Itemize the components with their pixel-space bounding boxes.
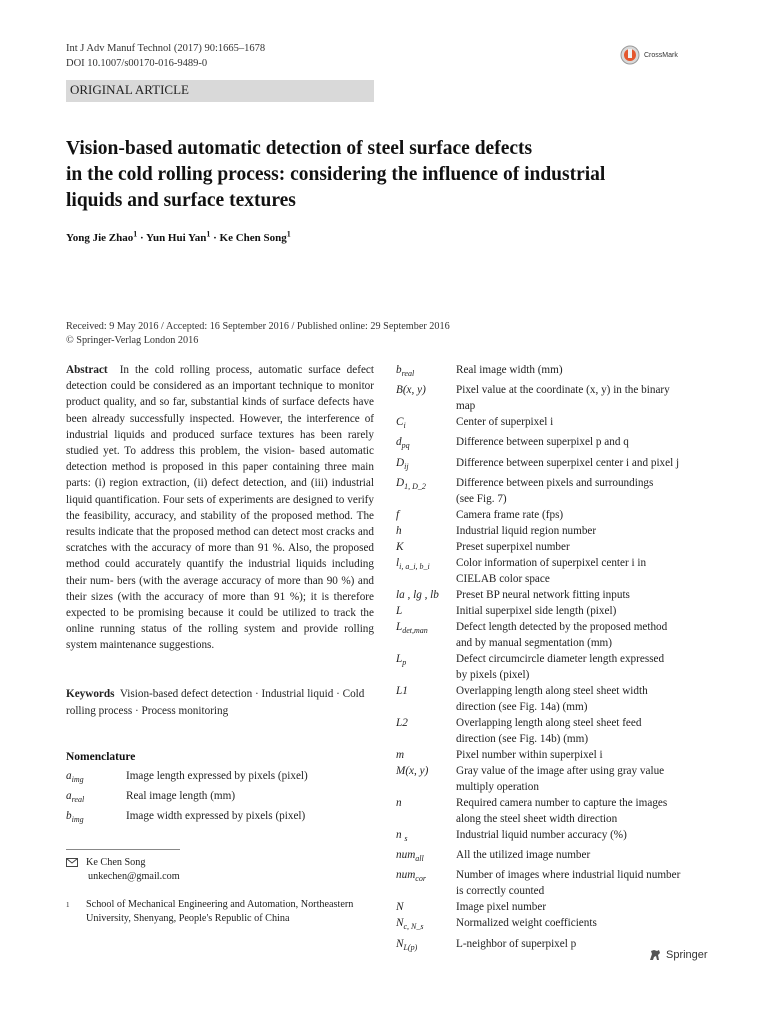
corresponding-author [66, 856, 180, 884]
crossmark-label: CrossMark [644, 51, 678, 59]
contact-name: Ke Chen Song [86, 857, 146, 868]
nomenclature-desc: Preset superpixel number [456, 540, 570, 553]
abstract-line: accurately quantify the industrial liquids including their num- [66, 558, 374, 587]
nomenclature-symbol: $L_{det,man}$ [396, 620, 428, 636]
abstract-line: detection, and (iii) industrial liquid quantification. Four sets of [66, 477, 374, 506]
nomenclature-desc: Real image width (mm) [456, 364, 563, 376]
nomenclature-symbol: m [396, 748, 405, 761]
nomenclature-symbol: B(x, y) [396, 384, 426, 397]
abstract-body [66, 364, 374, 651]
abstract-line: proposed method can detect most cracks and scratches with the [66, 526, 374, 555]
author-affiliation-mark: 1 [206, 229, 211, 239]
nomenclature-desc: Initial superpixel side length (pixel) [456, 604, 617, 617]
publisher-logo [648, 948, 708, 962]
nomenclature-symbol: $a_{real}$ [66, 790, 85, 805]
nomenclature-row [396, 915, 718, 935]
abstract-line: expected to be promising because it could be utilized to track [66, 607, 356, 620]
nomenclature-row [396, 414, 718, 434]
author-separator: · [210, 232, 220, 244]
nomenclature-row [396, 619, 718, 651]
publisher-name: Springer [666, 949, 708, 961]
journal-header [66, 41, 265, 71]
keyword: Process monitoring [141, 704, 229, 717]
nomenclature-row [396, 555, 718, 587]
nomenclature-row [396, 683, 718, 715]
nomenclature-desc: All the utilized image number [456, 849, 591, 862]
nomenclature-row [396, 475, 718, 507]
nomenclature-desc: Camera frame rate (fps) [456, 508, 564, 521]
copyright-notice: © Springer-Verlag London 2016 [66, 335, 199, 346]
nomenclature-symbol: $d_{pq}$ [396, 436, 410, 451]
nomenclature-desc: Color information of superpixel center i in CIELAB color space [456, 556, 647, 585]
nomenclature-desc: Normalized weight coefficients [456, 917, 597, 930]
nomenclature-left [66, 768, 374, 829]
journal-citation: Int J Adv Manuf Technol (2017) 90:1665–1678 [66, 43, 266, 54]
nomenclature-row [66, 808, 374, 828]
nomenclature-symbol: N [396, 901, 404, 914]
nomenclature-symbol: num$_{all}$ [396, 849, 424, 864]
nomenclature-symbol: L2 [396, 716, 408, 729]
nomenclature-row [396, 507, 718, 523]
nomenclature-desc: Difference between pixels and surroundings (see Fig. 7) [456, 476, 654, 505]
nomenclature-row [396, 362, 718, 382]
nomenclature-symbol: $a_{img}$ [66, 770, 84, 785]
abstract-line: experiments are designed to verify the feasibility, accuracy, and [66, 493, 375, 522]
keyword: Vision-based defect detection [119, 688, 253, 700]
crossmark-icon [620, 45, 640, 65]
abstract-line: In the cold rolling process, automatic surface defect [119, 364, 374, 376]
article-type: ORIGINAL ARTICLE [70, 82, 189, 97]
nomenclature-desc: Industrial liquid number accuracy (%) [456, 828, 627, 841]
abstract-line: has been rarely studied yet. To address this problem, the vision- [66, 428, 374, 458]
nomenclature-desc: Image width expressed by pixels (pixel) [126, 810, 306, 823]
nomenclature-symbol: L [396, 604, 403, 617]
nomenclature-row [396, 539, 718, 555]
author-name[interactable]: Yong Jie Zhao [66, 232, 134, 244]
abstract-line: sizes (with the accuracy of more than 91 %); it is therefore [91, 590, 375, 603]
nomenclature-row [396, 763, 718, 795]
nomenclature-symbol: $l_{i, a\_i, b\_i}$ [396, 556, 430, 572]
nomenclature-desc: Industrial liquid region number [456, 524, 597, 537]
nomenclature-desc: Difference between superpixel center i and pixel j [456, 456, 680, 469]
nomenclature-desc: Required camera number to capture the images along the steel sheet width direction [456, 796, 668, 825]
nomenclature-row [396, 382, 718, 414]
nomenclature-heading: Nomenclature [66, 751, 136, 763]
nomenclature-row [396, 587, 718, 603]
envelope-icon [66, 858, 78, 867]
abstract-line: the online running status of the rolling system and provide [66, 607, 374, 636]
nomenclature-desc: Defect length detected by the proposed method and by manual segmentation (mm) [456, 620, 668, 649]
nomenclature-desc: Overlapping length along steel sheet feed direction (see Fig. 14b) (mm) [456, 716, 642, 745]
nomenclature-desc: Defect circumcircle diameter length expressed by pixels (pixel) [456, 652, 665, 681]
publication-dates: Received: 9 May 2016 / Accepted: 16 September 2016 / Published online: 29 September 2016 [66, 321, 450, 332]
affiliation-line: University, Shenyang, People's Republic of China [86, 913, 290, 924]
author-list [66, 229, 291, 244]
abstract-line: monitor product quality, and so far, substantial kinds of surface [66, 380, 375, 409]
nomenclature-symbol: K [396, 540, 404, 553]
nomenclature-row [396, 523, 718, 539]
nomenclature-symbol: la , lg , lb [396, 588, 439, 601]
nomenclature-row [396, 899, 718, 915]
affiliation-mark: 1 [66, 901, 70, 909]
nomenclature-right [396, 362, 718, 956]
nomenclature-symbol: $b_{real}$ [396, 364, 415, 379]
affiliation [66, 898, 374, 926]
nomenclature-desc: Pixel number within superpixel i [456, 748, 603, 761]
affiliation-line: School of Mechanical Engineering and Automation, Northeastern [86, 899, 354, 910]
abstract-line: interference of industrial liquids and produced surface textures [66, 412, 375, 441]
nomenclature-symbol: $D_{1, D\_2}$ [396, 476, 426, 492]
title-line: in the cold rolling process: considering the influence of industrial [66, 164, 606, 185]
nomenclature-symbol: $N_{c, N\_s}$ [396, 917, 424, 932]
nomenclature-row [66, 788, 374, 808]
abstract-line: based automatic detection method is proposed in this paper [66, 445, 375, 474]
abstract-line: rolling system maintenance suggestions. [66, 623, 374, 652]
abstract-line: bers (with the average accuracy of more than 90 %) and their [66, 574, 375, 603]
nomenclature-symbol: L1 [396, 684, 408, 697]
title-line: Vision-based automatic detection of steel surface defects [66, 138, 533, 159]
nomenclature-symbol: $N_{L(p)}$ [396, 937, 418, 952]
nomenclature-symbol: n $_s$ [396, 828, 408, 844]
nomenclature-row [396, 715, 718, 747]
nomenclature-row [396, 434, 718, 454]
nomenclature-desc: Preset BP neural network fitting inputs [456, 588, 630, 601]
nomenclature-symbol: h [396, 524, 402, 537]
nomenclature-symbol: $C_i$ [396, 416, 406, 431]
nomenclature-symbol: $b_{img}$ [66, 810, 84, 825]
abstract-line: accuracy of more than 91 %. Also, the proposed method could [66, 542, 375, 571]
keyword: Cold rolling process [66, 688, 365, 717]
nomenclature-row [396, 867, 718, 899]
nomenclature-row [396, 827, 718, 847]
nomenclature-symbol: $L_p$ [396, 652, 407, 668]
keyword: Industrial liquid [261, 688, 334, 700]
nomenclature-row [396, 747, 718, 763]
nomenclature-symbol: num$_{cor}$ [396, 869, 426, 884]
abstract-line: stability of the proposed method. The results indicate that the [66, 509, 375, 539]
author-name[interactable]: Yun Hui Yan [146, 232, 207, 244]
publication-info [66, 320, 450, 348]
springer-horse-icon [648, 948, 662, 962]
nomenclature-row [396, 603, 718, 619]
nomenclature-desc: Real image length (mm) [126, 790, 236, 803]
doi[interactable]: DOI 10.1007/s00170-016-9489-0 [66, 58, 208, 69]
nomenclature-desc: L-neighbor of superpixel p [456, 937, 577, 950]
nomenclature-row [396, 795, 718, 827]
nomenclature-desc: Image pixel number [456, 901, 547, 914]
abstract-line: detection could be considered as an important technique to [66, 380, 335, 393]
abstract-label: Abstract [66, 364, 108, 376]
nomenclature-symbol: f [396, 508, 400, 521]
nomenclature-desc: Overlapping length along steel sheet width direction (see Fig. 14a) (mm) [456, 684, 648, 713]
nomenclature-desc: Difference between superpixel p and q [456, 436, 629, 449]
nomenclature-row [66, 768, 374, 788]
nomenclature-desc: Center of superpixel i [456, 416, 554, 429]
author-affiliation-mark: 1 [133, 229, 138, 239]
nomenclature-desc: Pixel value at the coordinate (x, y) in the binary map [456, 384, 670, 413]
nomenclature-desc: Gray value of the image after using gray value multiply operation [456, 764, 665, 793]
crossmark-badge[interactable] [620, 42, 718, 68]
keywords-label: Keywords [66, 688, 115, 700]
author-separator: · [137, 232, 147, 244]
abstract-line: containing three main parts: (i) region extraction, (ii) defect [66, 461, 375, 490]
contact-email[interactable]: unkechen@gmail.com [88, 871, 180, 882]
footnote-divider [66, 849, 180, 850]
nomenclature-desc: Number of images where industrial liquid number is correctly counted [456, 869, 681, 898]
author-name[interactable]: Ke Chen Song [219, 232, 287, 244]
abstract-line: defects have been already successfully inspected. However, the [66, 396, 375, 425]
author-affiliation-mark: 1 [286, 229, 291, 239]
nomenclature-symbol: M(x, y) [396, 764, 429, 777]
abstract [66, 362, 374, 654]
nomenclature-row [396, 455, 718, 475]
nomenclature-symbol: $D_{ij}$ [396, 456, 409, 471]
nomenclature-desc: Image length expressed by pixels (pixel) [126, 770, 308, 782]
nomenclature-row [396, 651, 718, 683]
keywords: Keywords Vision-based defect detection · Industrial liquid · Cold rolling process · Process monitoring [66, 688, 365, 717]
title-line: liquids and surface textures [66, 190, 296, 211]
article-type-band [66, 80, 374, 102]
nomenclature-row [396, 847, 718, 867]
nomenclature-symbol: n [396, 796, 402, 809]
paper-title [66, 136, 716, 214]
